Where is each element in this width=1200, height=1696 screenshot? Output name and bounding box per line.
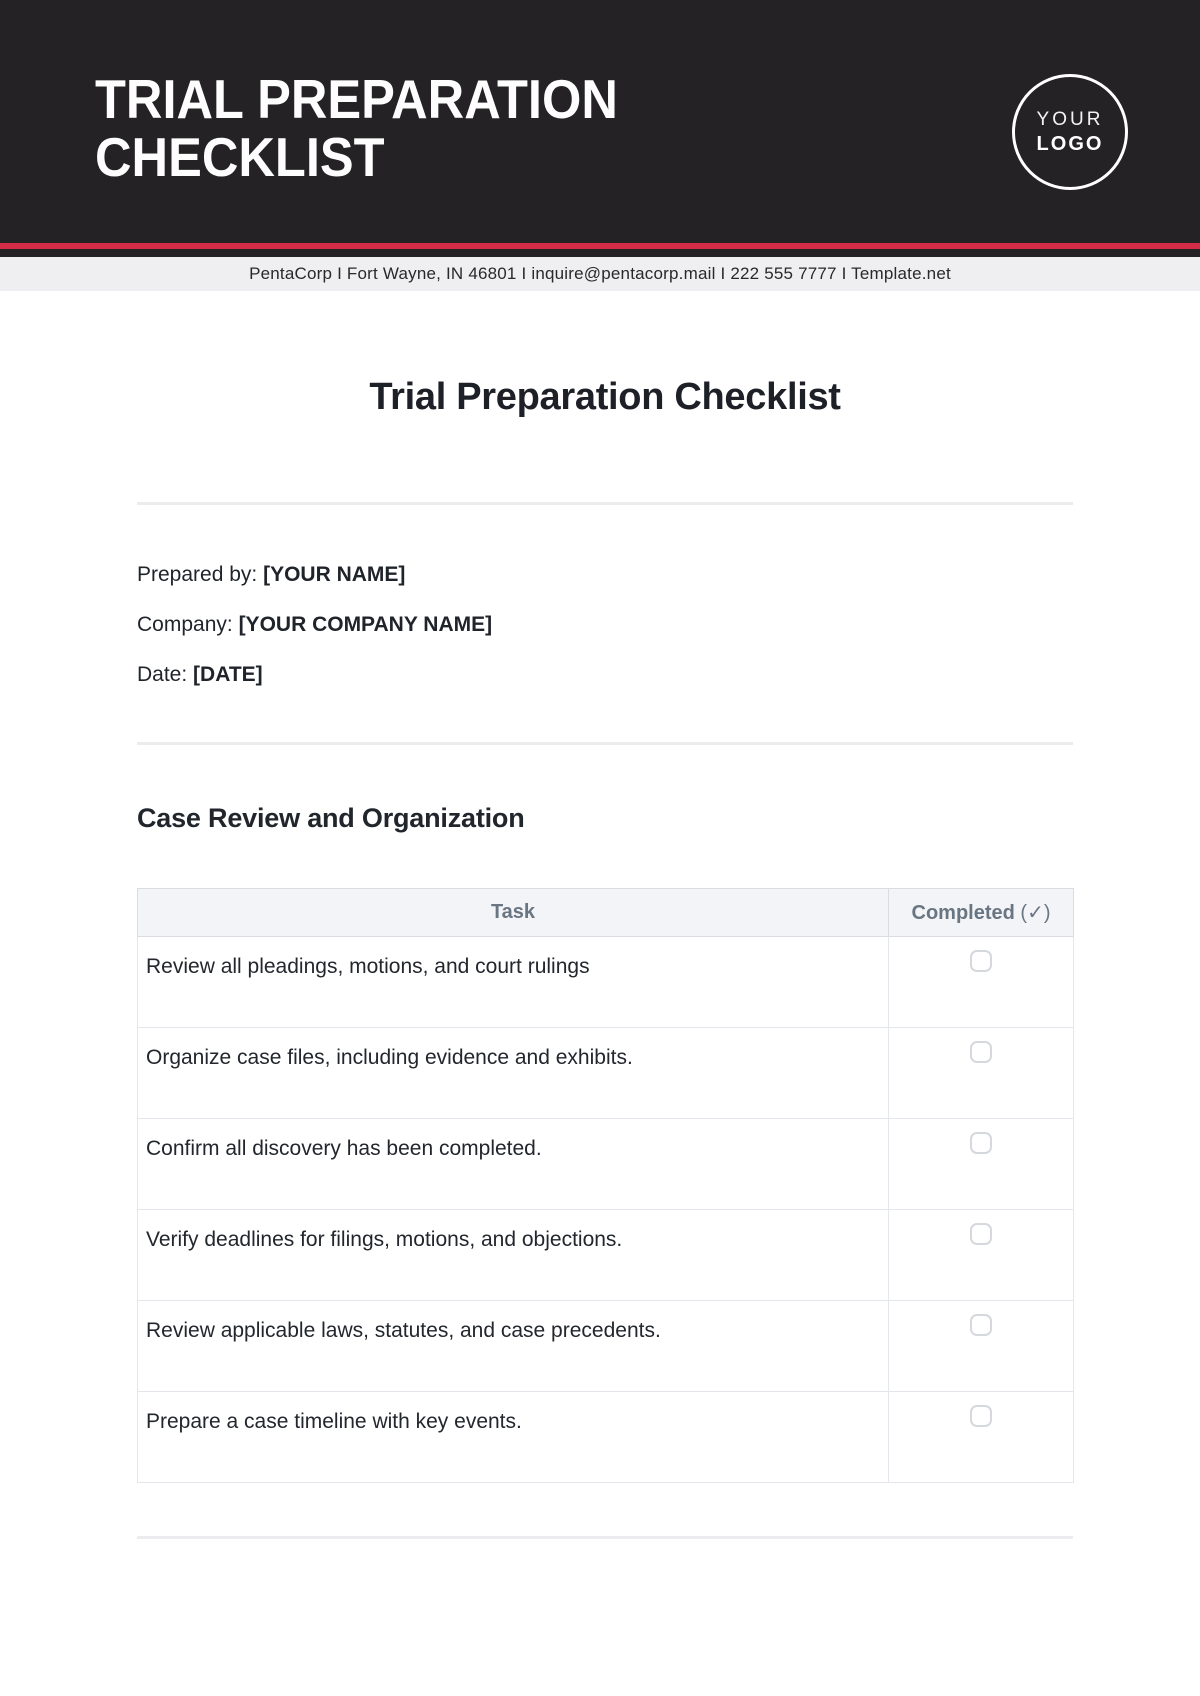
date-line (137, 664, 1073, 685)
checkbox[interactable] (970, 1405, 992, 1427)
task-cell: Confirm all discovery has been completed. (138, 1119, 889, 1210)
task-cell: Verify deadlines for filings, motions, and objections. (138, 1210, 889, 1301)
date-label: Date: (137, 663, 188, 686)
column-header-task: Task (138, 889, 889, 937)
task-cell: Prepare a case timeline with key events. (138, 1392, 889, 1483)
completed-cell (889, 1119, 1074, 1210)
checklist-table-body (138, 937, 1074, 1483)
contact-info-text: PentaCorp I Fort Wayne, IN 46801 I inquire@pentacorp.mail I 222 555 7777 I Template.net (249, 264, 951, 283)
checkbox[interactable] (970, 1314, 992, 1336)
prepared-by-line (137, 564, 1073, 585)
checkbox[interactable] (970, 1132, 992, 1154)
contact-bar (0, 257, 1200, 291)
banner-title-line1: TRIAL PREPARATION (95, 68, 618, 130)
table-row (138, 1210, 1074, 1301)
dark-strip (0, 249, 1200, 257)
completed-cell (889, 1028, 1074, 1119)
table-row (138, 937, 1074, 1028)
document-body (137, 378, 1073, 1539)
table-row (138, 1392, 1074, 1483)
page-title: Trial Preparation Checklist (369, 376, 841, 418)
banner (0, 0, 1200, 243)
logo-text-your: YOUR (1036, 108, 1104, 130)
checkbox[interactable] (970, 950, 992, 972)
divider (137, 1536, 1073, 1539)
logo-text-logo: LOGO (1036, 132, 1104, 155)
prepared-by-label: Prepared by: (137, 563, 258, 586)
banner-title-line2: CHECKLIST (95, 126, 385, 188)
divider (137, 502, 1073, 505)
completed-cell (889, 937, 1074, 1028)
company-line (137, 614, 1073, 635)
table-row (138, 1301, 1074, 1392)
prepared-by-value: [YOUR NAME] (263, 563, 406, 586)
divider (137, 742, 1073, 745)
task-cell: Review all pleadings, motions, and court rulings (138, 937, 889, 1028)
completed-cell (889, 1301, 1074, 1392)
section-heading: Case Review and Organization (137, 803, 525, 833)
completed-cell (889, 1392, 1074, 1483)
company-label: Company: (137, 613, 233, 636)
banner-title (95, 70, 618, 186)
checkbox[interactable] (970, 1223, 992, 1245)
table-row (138, 1028, 1074, 1119)
checklist-table (137, 888, 1074, 1483)
task-cell: Organize case files, including evidence and exhibits. (138, 1028, 889, 1119)
date-value: [DATE] (193, 663, 263, 686)
checkbox[interactable] (970, 1041, 992, 1063)
completed-cell (889, 1210, 1074, 1301)
company-value: [YOUR COMPANY NAME] (238, 613, 493, 636)
logo (1012, 74, 1128, 190)
table-row (138, 1119, 1074, 1210)
column-header-completed: Completed (✓) (889, 889, 1074, 937)
task-cell: Review applicable laws, statutes, and case precedents. (138, 1301, 889, 1392)
table-header-row (138, 889, 1074, 937)
